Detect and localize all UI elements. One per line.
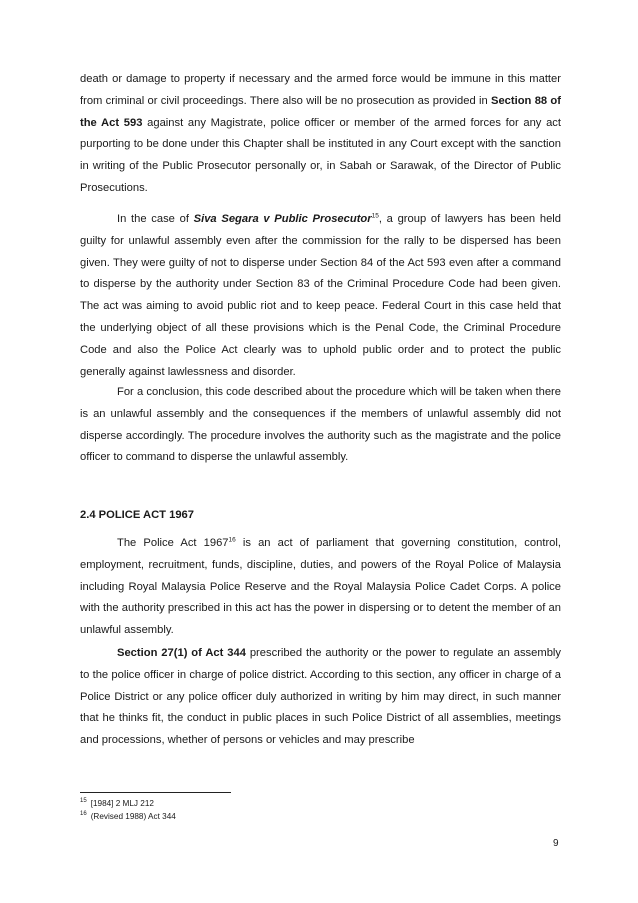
footnote <box>80 811 176 823</box>
footnote-reference: 15 <box>371 212 379 220</box>
footnote-separator <box>80 792 231 793</box>
paragraph-section-88 <box>80 69 561 200</box>
paragraph-text: For a conclusion, this code described about the procedure which will be taken when there is an unlawful assembly and the consequences if the members of unlawful assembly did not disperse accordingly. The procedure involves the authority such as the magistrate and the police officer to command to disperse the unlawful assembly. <box>80 386 561 464</box>
page-number: 9 <box>553 838 559 849</box>
paragraph-text: , a group of lawyers has been held guilty for unlawful assembly even after the commission for the rally to be dispersed has been given. They were guilty of not to disperse under Section 84 of the Act 593 even after a command to disperse by the authority under Section 83 of the Criminal Procedure Code had been given. The act was aiming to avoid public riot and to keep peace. Federal Court in this case held that the underlying object of all these provisions which is the Penal Code, the Criminal Procedure Code and also the Police Act clearly was to uphold public order and to protect the public generally against lawlessness and disorder. <box>80 213 561 378</box>
paragraph-text: In the case of <box>117 213 194 225</box>
paragraph-conclusion <box>80 382 561 469</box>
footnote-reference: 16 <box>228 536 236 544</box>
statute-reference-bold: Section 27(1) of Act 344 <box>117 647 246 659</box>
paragraph-text: against any Magistrate, police officer or member of the armed forces for any act purporting to be done under this Chapter shall be instituted in any Court except with the sanction in writing of the Public Prosecutor personally or, in Sabah or Sarawak, of the Director of Public Prosecutions. <box>80 116 562 194</box>
footnote-text: [1984] 2 MLJ 212 <box>90 799 154 808</box>
paragraph-text: The Police Act 1967 <box>117 537 229 549</box>
paragraph-section-27 <box>80 643 561 752</box>
paragraph-case-siva-segara <box>80 209 561 383</box>
paragraph-text: death or damage to property if necessary and the armed force would be immune in this matter from criminal or civil proceedings. There also will be no prosecution as provided in <box>80 73 561 107</box>
paragraph-text: is an act of parliament that governing constitution, control, employment, recruitment, funds, discipline, duties, and powers of the Royal Police of Malaysia including Royal Malaysia Police Reserve and the Royal Malaysia Police Cadet Corps. A police with the authority prescribed in this act has the power in dispersing or to detent the member of an unlawful assembly. <box>80 537 561 637</box>
footnote <box>80 798 154 810</box>
case-name: Siva Segara v Public Prosecutor <box>193 213 372 225</box>
statute-reference-bold: Section 88 of the Act 593 <box>80 94 561 129</box>
footnote-number: 16 <box>80 811 87 818</box>
footnote-number: 15 <box>80 798 87 805</box>
paragraph-text: prescribed the authority or the power to regulate an assembly to the police officer in charge of police district. According to this section, any officer in charge of a Police District or any police officer duly authorized in writing by him may direct, in such manner that he thinks fit, the conduct in public places in such Police District of all assemblies, meetings and processions, whether of persons or vehicles and may prescribe <box>80 647 561 747</box>
footnote-text: (Revised 1988) Act 344 <box>90 812 176 821</box>
section-heading: 2.4 POLICE ACT 1967 <box>80 509 194 521</box>
paragraph-police-act <box>80 533 561 642</box>
